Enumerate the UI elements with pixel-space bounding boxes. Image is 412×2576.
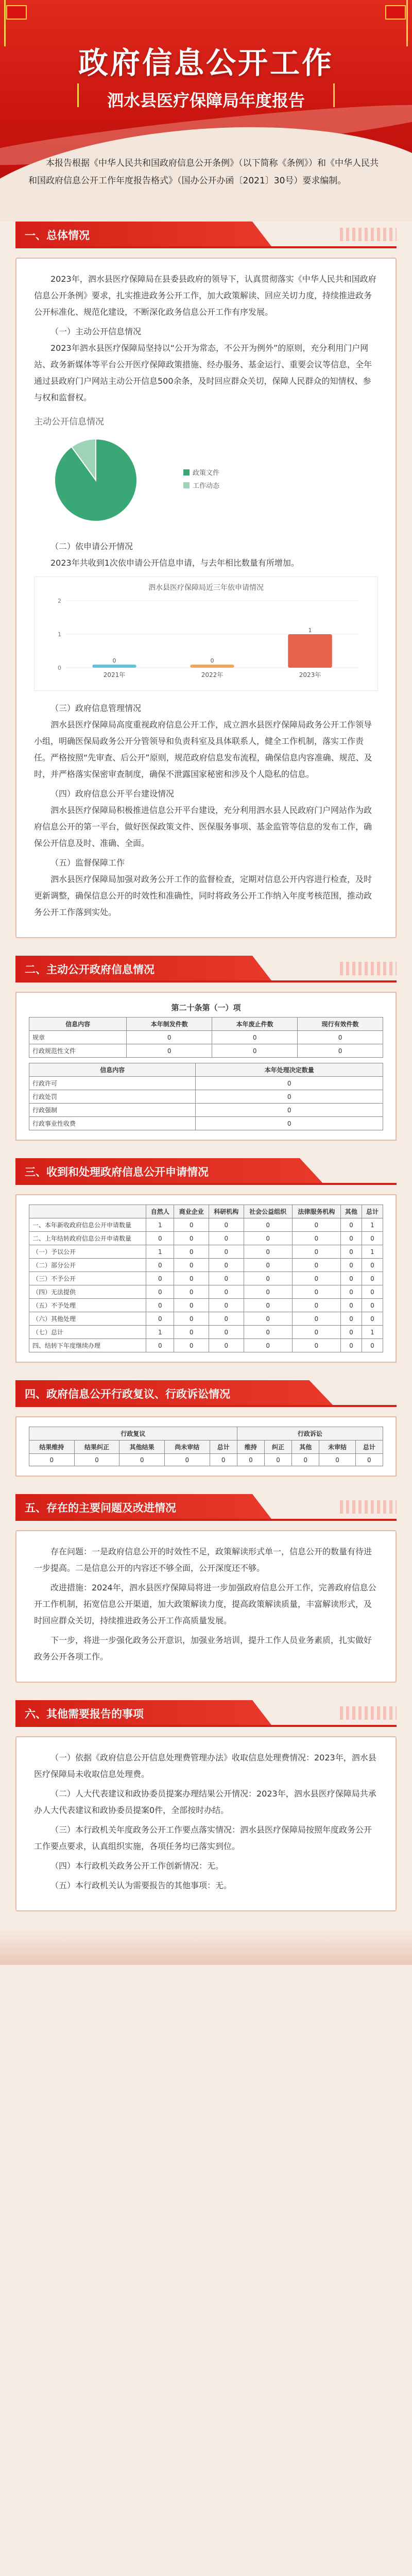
section-title: 五、存在的主要问题及改进情况 [25,1502,176,1514]
table-title: 第二十条第（一）项 [171,1003,241,1012]
paragraph: 2023年泗水县医疗保障局坚持以“公开为常态，不公开为例外”的原则，充分利用门户网站、政务新媒体等平台公开医疗保障政策措施、经办服务、基金运行、重要会议等信息，全年通过县政府门户网站主动公开信息500余条，及时回应群众关切，保障人民群众的知情权、参与权和监督权。 [34,343,372,402]
legend-label: 政策文件 [193,469,220,477]
table-row [29,1232,383,1245]
table-cell: 行政规范性文件 [29,1044,127,1058]
table-cell: 0 [292,1454,319,1466]
table-cell: 行政事业性收费 [29,1117,196,1130]
table-header: 维持 [237,1440,264,1454]
table-header: 本年处理决定数量 [196,1063,383,1077]
bar-chart [40,596,369,683]
table-cell: 1 [146,1218,174,1232]
legend-item [183,480,219,490]
table-row [29,1326,383,1339]
table-row [29,1077,383,1090]
table-cell: 1 [146,1245,174,1259]
table-cell: 0 [174,1245,209,1259]
table-row [29,1031,383,1044]
table-cell: 0 [174,1299,209,1312]
table-cell: 0 [146,1285,174,1299]
table-cell: 0 [209,1299,244,1312]
table-cell: 0 [244,1339,292,1352]
table-cell: 0 [119,1454,165,1466]
table-cell: 0 [362,1312,383,1326]
section-card [15,258,397,938]
table-cell: （六）其他处理 [29,1312,146,1326]
table-header: 其他 [340,1205,362,1218]
table-cell: 0 [196,1090,383,1104]
y-tick-label: 2 [58,598,61,604]
table-cell: 0 [174,1259,209,1272]
table-header [29,1205,146,1218]
table-cell: 1 [362,1218,383,1232]
section-review [15,1380,397,1477]
section-overview [15,222,397,938]
table-cell: 0 [209,1272,244,1285]
table-cell: 0 [209,1218,244,1232]
report-intro: 本报告根据《中华人民共和国政府信息公开条例》（以下简称《条例》）和《中华人民共和国政府信息公开工作年度报告格式》（国办公开办函〔2021〕30号）要求编制。 [28,158,379,186]
table-cell: 0 [164,1454,210,1466]
table-card [15,1416,397,1477]
table-cell: 二、上年结转政府信息公开申请数量 [29,1232,146,1245]
table-cell: 0 [292,1272,340,1285]
section-header [15,956,397,986]
table-header: 行政复议 [29,1427,237,1440]
report-banner [0,0,412,222]
table-cell: 1 [362,1326,383,1339]
table-cell: 0 [174,1326,209,1339]
section-header [15,1380,397,1410]
pie-chart-title: 主动公开信息情况 [34,417,104,427]
subheading: （二）依申请公开情况 [50,541,133,551]
table-cell: 0 [355,1454,383,1466]
subheading: （一）主动公开信息情况 [50,327,142,336]
table-cell: 0 [340,1245,362,1259]
table-cell: 0 [209,1312,244,1326]
table-row [29,1272,383,1285]
table-cell: 0 [340,1299,362,1312]
table-cell: 0 [298,1044,383,1058]
table-header: 总计 [362,1205,383,1218]
bar-value-label: 0 [210,657,214,664]
paragraph: 泗水县医疗保障局积极推进信息公开平台建设，充分利用泗水县人民政府门户网站作为政府信息公开的第一平台，做好医保政策文件、医保服务事项、基金监管等信息的发布工作，确保公开信息及时、准确、全面。 [34,805,372,848]
table-cell: 0 [127,1044,212,1058]
table-cell: 0 [244,1312,292,1326]
table-cell: （七）总计 [29,1326,146,1339]
table-cell: 0 [146,1259,174,1272]
report-title: 政府信息公开工作 [78,45,334,80]
table-cell: 0 [340,1232,362,1245]
section-other [15,1700,397,1911]
table-cell: 0 [244,1232,292,1245]
table-cell: 0 [340,1285,362,1299]
table-row [29,1339,383,1352]
table-header: 信息内容 [29,1018,127,1031]
table-header: 本年废止件数 [212,1018,298,1031]
table-cell: 0 [244,1326,292,1339]
paragraph: （四）本行政机关政务公开工作创新情况：无。 [50,1861,224,1871]
table-row [29,1044,383,1058]
table-cell: 0 [340,1326,362,1339]
table-cell: 0 [127,1031,212,1044]
bar [288,634,332,668]
table-cell: 0 [196,1077,383,1090]
table-cell: 0 [174,1312,209,1326]
table-header: 自然人 [146,1205,174,1218]
x-tick-label: 2022年 [201,671,224,679]
table-header: 结果纠正 [74,1440,119,1454]
table-cell: 0 [264,1454,291,1466]
subheading: （三）政府信息管理情况 [50,703,142,713]
table-cell: 0 [362,1232,383,1245]
disclosure-table [29,1017,383,1058]
table-header: 科研机构 [209,1205,244,1218]
table-cell: 0 [244,1272,292,1285]
table-cell: 行政强制 [29,1104,196,1117]
table-cell: 0 [209,1245,244,1259]
table-card [15,992,397,1141]
section-card [15,1530,397,1683]
table-cell: 0 [174,1218,209,1232]
section-header [15,222,397,251]
table-cell: 0 [292,1326,340,1339]
table-cell: 四、结转下年度继续办理 [29,1339,146,1352]
table-header: 未审结 [319,1440,355,1454]
pie-chart-box [34,414,378,529]
paragraph: （二）人大代表建议和政协委员提案办理结果公开情况：2023年，泗水县医疗保障局共承办人大代表建议和政协委员提案0件，全部按时办结。 [34,1789,376,1815]
table-row [29,1218,383,1232]
pie-legend [183,467,219,493]
table-row [29,1090,383,1104]
bar-chart-box [34,577,378,691]
table-cell: 0 [244,1218,292,1232]
table-cell: （一）予以公开 [29,1245,146,1259]
table-cell: 0 [340,1218,362,1232]
table-cell: 0 [146,1272,174,1285]
y-tick-label: 0 [58,665,61,671]
table-cell: 0 [362,1272,383,1285]
table-cell: 0 [244,1259,292,1272]
review-table [29,1427,383,1466]
table-cell: 0 [362,1259,383,1272]
table-header: 总计 [210,1440,237,1454]
table-cell: 0 [209,1232,244,1245]
flag-right-icon [385,5,406,20]
table-cell: 0 [362,1299,383,1312]
section-header [15,1494,397,1524]
table-header: 法律服务机构 [292,1205,340,1218]
legend-swatch [183,469,190,476]
section-issues [15,1494,397,1683]
table-cell: 0 [196,1117,383,1130]
table-cell: 行政处罚 [29,1090,196,1104]
table-cell: 0 [340,1339,362,1352]
table-row [29,1259,383,1272]
table-row [29,1117,383,1130]
table-cell: 0 [244,1285,292,1299]
table-header: 总计 [355,1440,383,1454]
table-cell: 0 [74,1454,119,1466]
table-cell: 0 [174,1339,209,1352]
section-header [15,1158,397,1188]
table-cell: 1 [362,1245,383,1259]
table-cell: 0 [174,1232,209,1245]
table-cell: 0 [196,1104,383,1117]
table-row [29,1454,383,1466]
table-header: 现行有效件数 [298,1018,383,1031]
flag-left-icon [6,5,27,20]
paragraph: （三）本行政机关年度政务公开工作要点落实情况：泗水县医疗保障局按照年度政务公开工作要点要求，认真组织实施，各项任务均已落实到位。 [34,1825,372,1851]
table-header: 纠正 [264,1440,291,1454]
legend-item [183,467,219,477]
x-tick-label: 2021年 [103,671,126,679]
table-cell: 0 [340,1272,362,1285]
table-cell: 0 [244,1299,292,1312]
paragraph: 2023年共收到1次依申请公开信息申请，与去年相比数量有所增加。 [50,558,299,568]
section-header [15,1700,397,1730]
table-header: 其他结果 [119,1440,165,1454]
table-header: 社会公益组织 [244,1205,292,1218]
section-title: 三、收到和处理政府信息公开申请情况 [25,1166,209,1178]
table-cell: 0 [212,1044,298,1058]
table-row [29,1104,383,1117]
table-cell: 0 [292,1218,340,1232]
table-cell: 0 [209,1339,244,1352]
report-subtitle: 泗水县医疗保障局年度报告 [107,91,305,110]
table-cell: 0 [362,1285,383,1299]
x-tick-label: 2023年 [299,671,321,679]
section-title: 四、政府信息公开行政复议、行政诉讼情况 [25,1388,230,1400]
table-cell: 行政许可 [29,1077,196,1090]
table-row [29,1299,383,1312]
paragraph: 2023年，泗水县医疗保障局在县委县政府的领导下，认真贯彻落实《中华人民共和国政府信息公开条例》要求，扎实推进政务公开工作，加大政策解读、回应关切力度，持续推进政务公开标准化、规范化建设，不断深化政务信息公开工作有序发展。 [34,274,376,317]
paragraph: （一）依据《政府信息公开信息处理费管理办法》收取信息处理费情况：2023年，泗水县医疗保障局未收取信息处理费。 [34,1753,376,1779]
table-row [29,1285,383,1299]
bar-chart-title: 泗水县医疗保障局近三年依申请情况 [148,584,264,592]
table-cell: 一、本年新收政府信息公开申请数量 [29,1218,146,1232]
bar-value-label: 1 [308,627,312,634]
table-cell: 0 [292,1285,340,1299]
pie-chart [34,431,168,529]
table-cell: （五）不予处理 [29,1299,146,1312]
table-cell: 1 [146,1326,174,1339]
paragraph: 泗水县医疗保障局加强对政务公开工作的监督检查，定期对信息公开内容进行检查，及时更新调整，确保信息公开的时效性和准确性，同时将政务公开工作纳入年度考核范围，推动政务公开工作落到实处。 [34,874,372,917]
bar [92,665,136,668]
subheading: （五）监督保障工作 [50,858,125,868]
bar [190,665,234,668]
table-row [29,1245,383,1259]
disclosure-table-2 [29,1063,383,1130]
requests-table [29,1205,383,1352]
table-cell: 0 [237,1454,264,1466]
table-cell: 0 [292,1259,340,1272]
subtitle-bracket-right [329,83,335,107]
table-cell: 0 [292,1339,340,1352]
table-cell: 0 [209,1285,244,1299]
table-header: 行政诉讼 [237,1427,383,1440]
table-cell: （四）无法提供 [29,1285,146,1299]
table-cell: 0 [29,1454,75,1466]
table-cell: 0 [292,1232,340,1245]
table-header: 信息内容 [29,1063,196,1077]
y-tick-label: 1 [58,631,61,638]
section-title: 一、总体情况 [25,229,90,242]
table-cell: （二）部分公开 [29,1259,146,1272]
table-card [15,1194,397,1363]
table-cell: 0 [292,1245,340,1259]
table-cell: （三）不予公开 [29,1272,146,1285]
table-cell: 0 [340,1259,362,1272]
section-card [15,1736,397,1911]
table-header: 商业企业 [174,1205,209,1218]
paragraph: 泗水县医疗保障局高度重视政府信息公开工作，成立泗水县医疗保障局政务公开工作领导小组，明确医保局政务公开分管领导和负责科室及具体联系人，健全工作机制，落实工作责任。严格按照“先审查、后公开”原则，规范政府信息发布流程，确保信息内容准确、规范、及时，并严格落实保密审查制度，确保不泄露国家秘密和涉及个人隐私的信息。 [34,720,372,779]
paragraph: （五）本行政机关认为需要报告的其他事项：无。 [50,1880,232,1890]
table-cell: 0 [340,1312,362,1326]
subheading: （四）政府信息公开平台建设情况 [50,789,175,799]
paragraph: 改进措施：2024年，泗水县医疗保障局将进一步加强政府信息公开工作，完善政府信息公开工作机制，拓宽信息公开渠道，加大政策解读力度，提高政策解读质量，丰富解读形式，及时回应群众关切，持续推进政务公开工作高质量发展。 [34,1583,376,1625]
table-header: 尚未审结 [164,1440,210,1454]
table-cell: 0 [319,1454,355,1466]
paragraph: 存在问题：一是政府信息公开的时效性不足，政策解读形式单一，信息公开的数量有待进一步提高。二是信息公开的内容还不够全面，公开深度还不够。 [34,1547,372,1573]
legend-swatch [183,482,190,488]
table-cell: 0 [298,1031,383,1044]
paragraph: 下一步，将进一步强化政务公开意识，加强业务培训，提升工作人员业务素质，扎实做好政务公开各项工作。 [34,1635,372,1662]
section-title: 二、主动公开政府信息情况 [25,963,154,976]
table-cell: 0 [212,1031,298,1044]
table-header: 本年制发件数 [127,1018,212,1031]
bar-value-label: 0 [112,657,116,664]
table-cell: 0 [146,1299,174,1312]
table-cell: 0 [146,1232,174,1245]
table-cell: 0 [146,1339,174,1352]
table-cell: 0 [362,1339,383,1352]
table-cell: 0 [174,1272,209,1285]
table-cell: 0 [292,1299,340,1312]
table-cell: 0 [209,1259,244,1272]
table-cell: 0 [292,1312,340,1326]
table-row [29,1312,383,1326]
table-header: 结果维持 [29,1440,75,1454]
legend-label: 工作动态 [193,482,220,490]
table-cell: 0 [146,1312,174,1326]
section-active-disclosure [15,956,397,1141]
section-title: 六、其他需要报告的事项 [25,1708,144,1720]
table-cell: 0 [209,1326,244,1339]
table-cell: 0 [174,1285,209,1299]
table-header: 其他 [292,1440,319,1454]
footer-decoration [0,1929,412,1965]
table-cell: 规章 [29,1031,127,1044]
table-cell: 0 [210,1454,237,1466]
table-cell: 0 [244,1245,292,1259]
section-requests [15,1158,397,1363]
